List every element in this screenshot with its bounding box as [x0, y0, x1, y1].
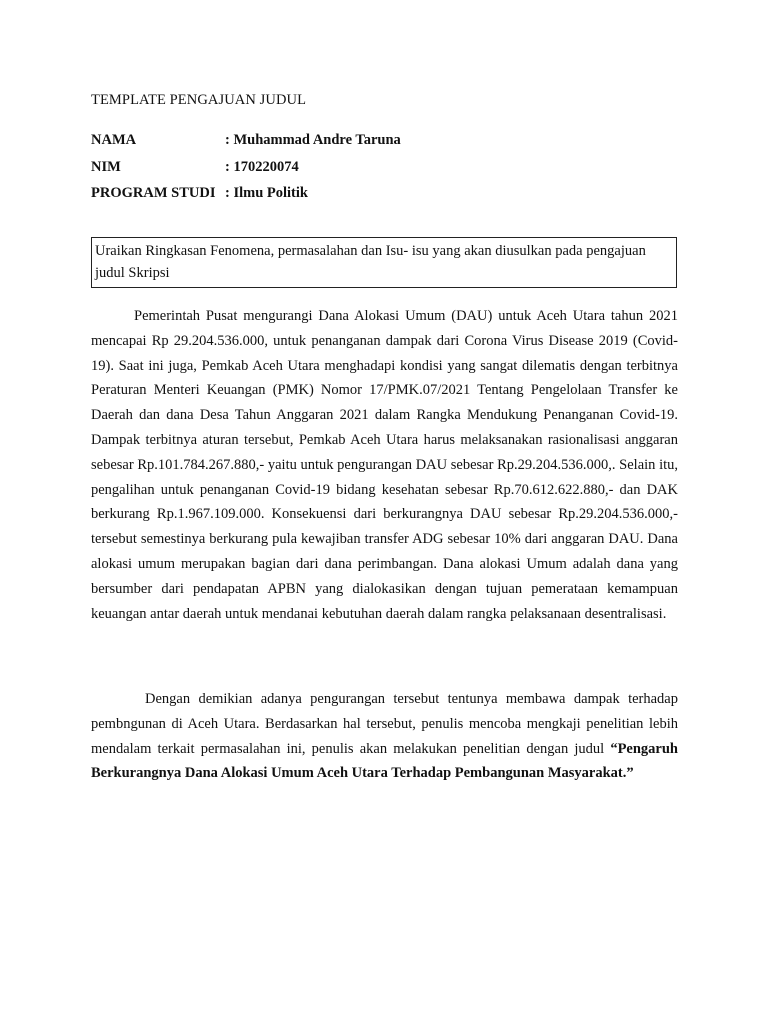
info-label-program-studi: PROGRAM STUDI	[91, 185, 216, 201]
paragraph-1: Pemerintah Pusat mengurangi Dana Alokasi Umum (DAU) untuk Aceh Utara tahun 2021 mencapai Rp 29.204.536.000, untuk penanganan dampak dari Corona Virus Disease 2019 (Covid-19). Saat ini juga, Pemkab Aceh Utara menghadapi kondisi yang sangat dilematis dengan terbitnya Peraturan Menteri Keuangan (PMK) Nomor 17/PMK.07/2021 Tentang Pengelolaan Transfer ke Daerah dan dana Desa Tahun Anggaran 2021 dalam Rangka Mendukung Penanganan Covid-19. Dampak terbitnya aturan tersebut, Pemkab Aceh Utara harus melaksanakan rasionalisasi anggaran sebesar Rp.101.784.267.880,- yaitu untuk pengurangan DAU sebesar Rp.29.204.536.000,. Selain itu, pengalihan untuk penanganan Covid-19 bidang kesehatan sebesar Rp.70.612.622.880,- dan DAK berkurang Rp.1.967.109.000. Konsekuensi dari berkurangnya DAU sebesar Rp.29.204.536.000,- tersebut semestinya berkurang pula kewajiban transfer ADG sebesar 10% dari anggaran DAU. Dana alokasi umum merupakan bagian dari dana perimbangan. Dana alokasi Umum adalah dana yang bersumber dari pendapatan APBN yang dialokasikan dengan tujuan pemerataan kemampuan keuangan antar daerah untuk mendanai kebutuhan daerah dalam rangka pelaksanaan desentralisasi.	[91, 308, 678, 622]
paragraph-2-text: Dengan demikian adanya pengurangan tersebut tentunya membawa dampak terhadap pembngunan di Aceh Utara. Berdasarkan hal tersebut, penulis mencoba mengkaji penelitian lebih mendalam terkait permasalahan ini, penulis akan melakukan penelitian dengan judul	[91, 691, 678, 757]
info-value-nama: : Muhammad Andre Taruna	[225, 132, 401, 148]
info-row-program-studi	[91, 183, 401, 210]
proposed-title: “Pengaruh Berkurangnya Dana Alokasi Umum Aceh Utara Terhadap Pembangunan Masyarakat.”	[91, 740, 678, 782]
info-row-nim	[91, 157, 401, 184]
student-info	[91, 130, 401, 210]
info-row-nama	[91, 130, 401, 157]
document-title: TEMPLATE PENGAJUAN JUDUL	[91, 92, 307, 108]
instruction-box: Uraikan Ringkasan Fenomena, permasalahan dan Isu- isu yang akan diusulkan pada pengajuan judul Skripsi	[91, 237, 677, 288]
info-label-nama: NAMA	[91, 132, 137, 148]
paragraph-2	[91, 687, 678, 786]
info-value-nim: : 170220074	[225, 158, 299, 175]
info-label-nim: NIM	[91, 158, 121, 175]
info-value-program-studi: : Ilmu Politik	[225, 185, 308, 201]
